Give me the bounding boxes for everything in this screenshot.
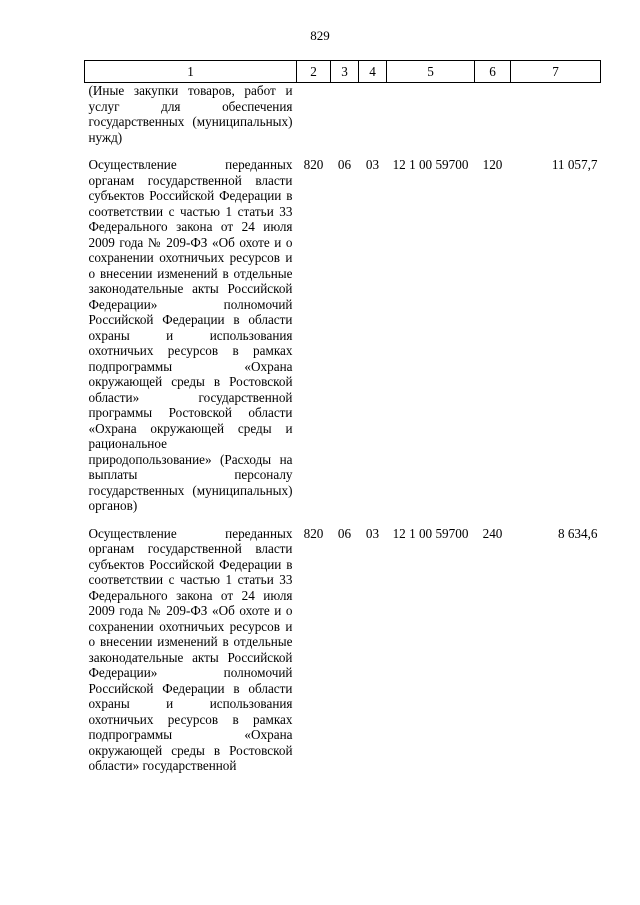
table-row — [85, 157, 601, 526]
cell-ministry — [297, 83, 331, 158]
cell-ministry: 820 — [303, 157, 324, 172]
cell-section — [331, 83, 359, 158]
cell-subsection: 03 — [365, 525, 380, 541]
cell-section: 06 — [337, 525, 352, 541]
col-header-1: 1 — [85, 61, 297, 83]
header-row — [85, 61, 601, 83]
cell-amount: 8 634,6 — [557, 525, 598, 541]
cell-target-article: 12 1 00 59700 — [392, 525, 469, 541]
cell-amount — [511, 83, 601, 158]
table-row — [85, 526, 601, 774]
cell-target-article — [387, 83, 475, 158]
col-header-6: 6 — [475, 61, 511, 83]
row-description: Осуществление переданных органам государственной власти субъектов Российской Федерации в соответствии с частью 1 статьи 33 Федерального закона от 24 июля 2009 года № 209-ФЗ «Об охоте и о сохранении охотничьих ресурсов и о внесении изменений в отдельные законодательные акты Российской Федерации» полномочий Российской Федерации в области охраны и использования охотничьих ресурсов в рамках подпрограммы «Охрана окружающей среды в Ростовской области» государственной — [88, 525, 293, 773]
table-row — [85, 83, 601, 158]
row-description: Осуществление переданных органам государственной власти субъектов Российской Федерации в соответствии с частью 1 статьи 33 Федерального закона от 24 июля 2009 года № 209-ФЗ «Об охоте и о сохранении охотничьих ресурсов и о внесении изменений в отдельные законодательные акты Российской Федерации» полномочий Российской Федерации в области охраны и использования охотничьих ресурсов в рамках подпрограммы «Охрана окружающей среды в Ростовской области» государственной программы Ростовской области «Охрана окружающей среды и рациональное природопользование» (Расходы на выплаты персоналу государственных (муниципальных) органов) — [88, 157, 293, 513]
budget-table — [84, 60, 601, 774]
cell-expense-type: 120 — [482, 157, 503, 172]
cell-amount: 11 057,7 — [551, 157, 598, 172]
cell-subsection — [359, 83, 387, 158]
col-header-3: 3 — [331, 61, 359, 83]
row-description: (Иные закупки товаров, работ и услуг для обеспечения государственных (муниципальных) нужд) — [88, 83, 293, 145]
cell-section: 06 — [337, 157, 352, 172]
col-header-5: 5 — [387, 61, 475, 83]
col-header-4: 4 — [359, 61, 387, 83]
col-header-2: 2 — [297, 61, 331, 83]
cell-expense-type — [475, 83, 511, 158]
col-header-7: 7 — [511, 61, 601, 83]
page-number: 829 — [310, 28, 330, 43]
cell-ministry: 820 — [303, 525, 324, 541]
cell-expense-type: 240 — [482, 525, 503, 541]
cell-target-article: 12 1 00 59700 — [392, 157, 469, 172]
cell-subsection: 03 — [365, 157, 380, 172]
